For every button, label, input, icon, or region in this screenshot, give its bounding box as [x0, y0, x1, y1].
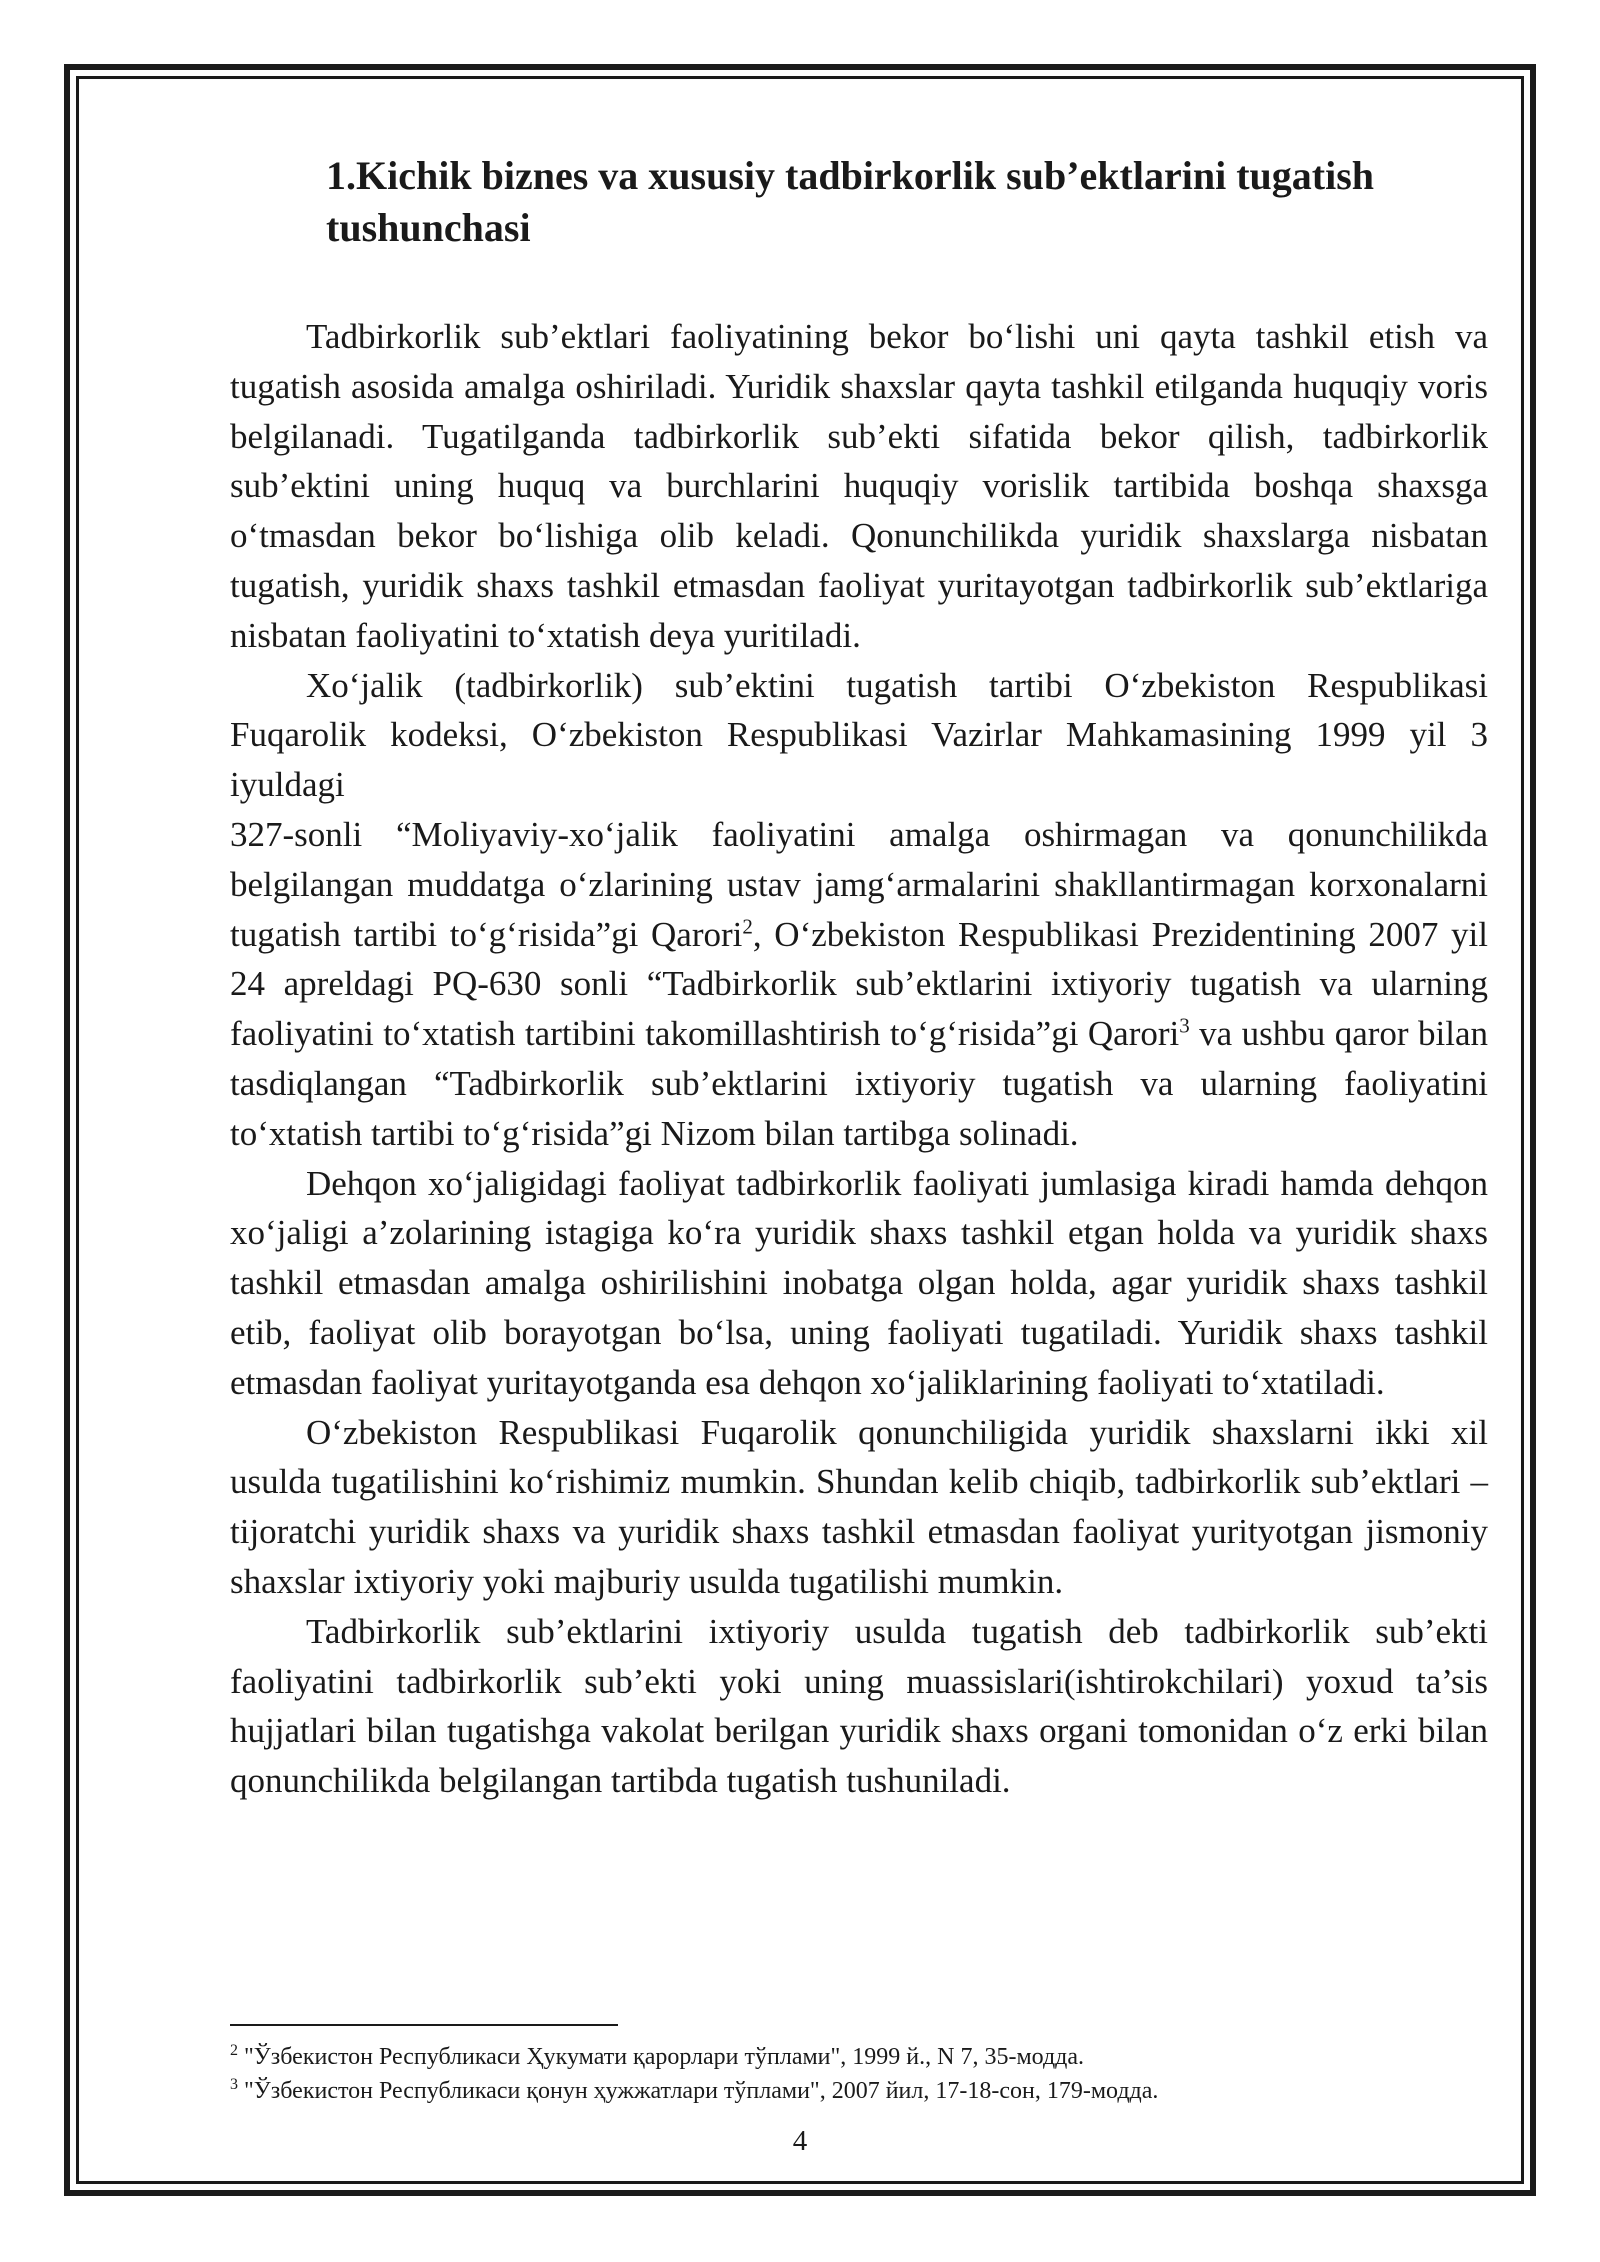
footnote-text: "Ўзбекистон Республикаси қонун ҳужжатлари тўплами", 2007 йил, 17-18-сон, 179-модда.: [238, 2078, 1159, 2104]
section-title: 1.Kichik biznes va xususiy tadbirkorlik sub’ektlarini tugatish tushunchasi: [326, 153, 1375, 250]
footnote-number: 2: [230, 2042, 238, 2059]
footnote-3: [230, 2074, 1488, 2108]
paragraph-3-part-1: 327-sonli “Moliyaviy-xo‘jalik faoliyatini amalga oshirmagan va qonunchilikda belgilangan muddatga o‘zlarining ustav jamg‘armalarini shakllantirmagan korxonalarni tugatish tartibi to‘g‘risida”gi Qarori: [230, 814, 1488, 954]
footnotes: [230, 2040, 1488, 2108]
paragraph-5: O‘zbekiston Respublikasi Fuqarolik qonunchiligida yuridik shaxslarni ikki xil usulda tugatilishini ko‘rishimiz mumkin. Shundan kelib chiqib, tadbirkorlik sub’ektlari – tijoratchi yuridik shaxs va yuridik shaxs tashkil etmasdan faoliyat yurityotgan jismoniy shaxslar ixtiyoriy yoki majburiy usulda tugatilishi mumkin.: [230, 1412, 1488, 1601]
footnote-ref-3: 3: [1179, 1013, 1190, 1038]
document-content: [230, 150, 1488, 1806]
footnote-2: [230, 2040, 1488, 2074]
footnote-ref-2: 2: [742, 913, 753, 938]
footnote-text: "Ўзбекистон Республикаси Ҳукумати қарорлари тўплами", 1999 й., N 7, 35-модда.: [238, 2044, 1085, 2070]
body-text: [230, 312, 1488, 1806]
footnote-separator: [230, 2024, 618, 2026]
paragraph-3-part-2: , O‘zbekiston Respublikasi Prezidentining 2007 yil 24 apreldagi PQ-630 sonli “Tadbirkorlik sub’ektlarini ixtiyoriy tugatish va ularning faoliyatini to‘xtatish tartibini takomillashtirish to‘g‘risida”gi Qarori: [230, 914, 1489, 1054]
paragraph-3-part-3: va ushbu qaror bilan tasdiqlangan “Tadbirkorlik sub’ektlarini ixtiyoriy tugatish va ularning faoliyatini to‘xtatish tartibi to‘g‘risida”gi Nizom bilan tartibga solinadi.: [230, 1014, 1488, 1153]
footnote-number: 3: [230, 2076, 238, 2093]
paragraph-3: [230, 810, 1488, 1159]
paragraph-2: Xo‘jalik (tadbirkorlik) sub’ektini tugatish tartibi O‘zbekiston Respublikasi Fuqarolik kodeksi, O‘zbekiston Respublikasi Vazirlar Mahkamasining 1999 yil 3 iyuldagi: [230, 665, 1488, 805]
paragraph-1: Tadbirkorlik sub’ektlari faoliyatining bekor bo‘lishi uni qayta tashkil etish va tugatish asosida amalga oshiriladi. Yuridik shaxslar qayta tashkil etilganda huquqiy voris belgilanadi. Tugatilganda tadbirkorlik sub’ekti sifatida bekor qilish, tadbirkorlik sub’ektini uning huquq va burchlarini huquqiy vorislik tartibida boshqa shaxsga o‘tmasdan bekor bo‘lishiga olib keladi. Qonunchilikda yuridik shaxslarga nisbatan tugatish, yuridik shaxs tashkil etmasdan faoliyat yuritayotgan tadbirkorlik sub’ektlariga nisbatan faoliyatini to‘xtatish deya yuritiladi.: [230, 317, 1488, 655]
page-number: 4: [792, 2125, 808, 2157]
paragraph-4: Dehqon xo‘jaligidagi faoliyat tadbirkorlik faoliyati jumlasiga kiradi hamda dehqon xo‘jaligi a’zolarining istagiga ko‘ra yuridik shaxs tashkil etgan holda va yuridik shaxs tashkil etmasdan amalga oshirilishini inobatga olgan holda, agar yuridik shaxs tashkil etib, faoliyat olib borayotgan bo‘lsa, uning faoliyati tugatiladi. Yuridik shaxs tashkil etmasdan faoliyat yuritayotganda esa dehqon xo‘jaliklarining faoliyati to‘xtatiladi.: [230, 1163, 1488, 1402]
paragraph-6: Tadbirkorlik sub’ektlarini ixtiyoriy usulda tugatish deb tadbirkorlik sub’ekti faoliyatini tadbirkorlik sub’ekti yoki uning muassislari(ishtirokchilari) yoxud ta’sis hujjatlari bilan tugatishga vakolat berilgan yuridik shaxs organi tomonidan o‘z erki bilan qonunchilikda belgilangan tartibda tugatish tushuniladi.: [230, 1611, 1488, 1801]
